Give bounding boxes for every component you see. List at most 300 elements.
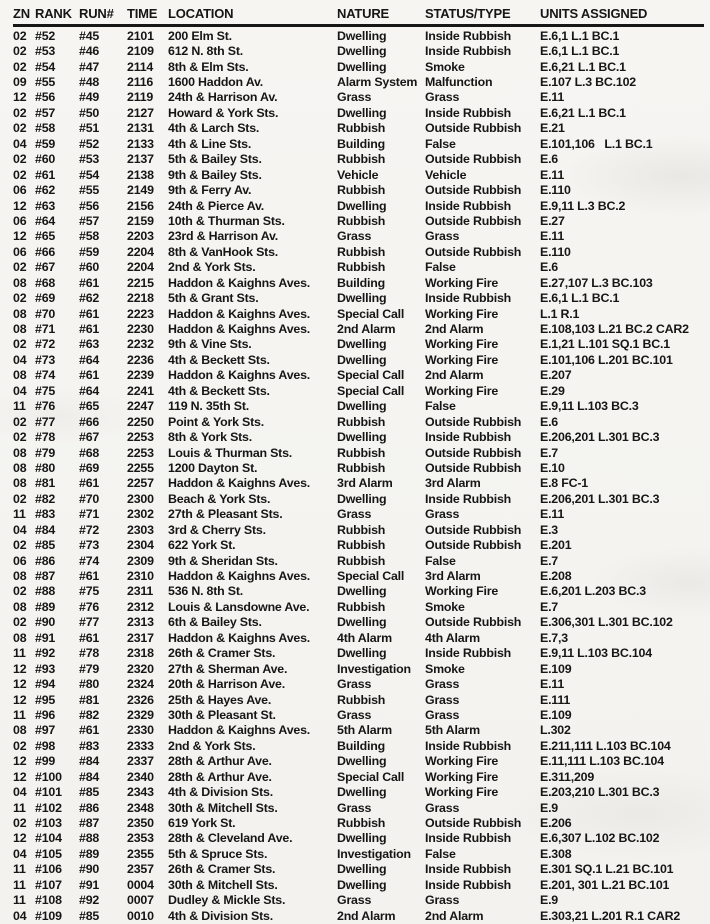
cell-zone: 08	[13, 599, 27, 614]
cell-nature: Rubbish	[337, 445, 386, 460]
cell-rank: #99	[35, 754, 56, 769]
cell-location: 10th & Thurman Sts.	[168, 213, 285, 228]
cell-units-assigned: E.201, 301 L.21 BC.101	[540, 877, 670, 892]
table-row	[13, 399, 704, 414]
cell-nature: Rubbish	[337, 260, 386, 275]
cell-rank: #95	[35, 692, 56, 707]
cell-rank: #63	[35, 198, 56, 213]
cell-run-number: #59	[79, 244, 100, 259]
cell-zone: 02	[13, 291, 27, 306]
cell-status-type: False	[425, 846, 456, 861]
cell-location: Dudley & Mickle Sts.	[168, 893, 286, 908]
cell-time: 2250	[127, 414, 154, 429]
cell-zone: 06	[13, 553, 27, 568]
cell-nature: Dwelling	[337, 59, 387, 74]
cell-rank: #72	[35, 337, 56, 352]
cell-status-type: Working Fire	[425, 769, 499, 784]
cell-time: 2204	[127, 260, 154, 275]
col-header-zone: ZN	[13, 6, 30, 21]
cell-units-assigned: E.10	[540, 460, 565, 475]
cell-nature: Dwelling	[337, 491, 387, 506]
cell-rank: #77	[35, 414, 56, 429]
cell-run-number: #53	[79, 152, 100, 167]
cell-nature: 2nd Alarm	[337, 322, 396, 337]
cell-run-number: #51	[79, 121, 100, 136]
table-row	[13, 707, 704, 722]
cell-units-assigned: L.302	[540, 723, 571, 738]
cell-status-type: False	[425, 399, 456, 414]
cell-time: 2133	[127, 136, 154, 151]
table-row	[13, 290, 704, 305]
cell-time: 2247	[127, 399, 154, 414]
cell-run-number: #80	[79, 677, 100, 692]
cell-time: 2230	[127, 322, 154, 337]
cell-status-type: 5th Alarm	[425, 723, 480, 738]
cell-status-type: Working Fire	[425, 275, 499, 290]
cell-run-number: #76	[79, 599, 100, 614]
cell-rank: #105	[35, 846, 62, 861]
cell-time: 2137	[127, 152, 154, 167]
cell-status-type: Inside Rubbish	[425, 646, 512, 661]
cell-nature: Dwelling	[337, 615, 387, 630]
cell-location: 30th & Pleasant St.	[168, 707, 276, 722]
table-row	[13, 28, 704, 43]
cell-units-assigned: E.301 SQ.1 L.21 BC.101	[540, 862, 674, 877]
cell-units-assigned: E.7	[540, 445, 558, 460]
table-row	[13, 831, 704, 846]
cell-nature: Rubbish	[337, 553, 386, 568]
table-row	[13, 352, 704, 367]
cell-time: 2241	[127, 383, 154, 398]
cell-zone: 06	[13, 244, 27, 259]
cell-location: Haddon & Kaighns Aves.	[168, 630, 311, 645]
table-row	[13, 537, 704, 552]
cell-nature: Dwelling	[337, 44, 387, 59]
cell-run-number: #55	[79, 183, 100, 198]
cell-nature: Special Call	[337, 368, 405, 383]
cell-time: 2223	[127, 306, 154, 321]
cell-location: 25th & Hayes Ave.	[168, 692, 272, 707]
cell-nature: Dwelling	[337, 352, 387, 367]
cell-run-number: #83	[79, 738, 100, 753]
table-header-row	[13, 6, 704, 27]
cell-zone: 11	[13, 862, 26, 877]
col-header-location: LOCATION	[168, 6, 234, 21]
cell-time: 2333	[127, 738, 154, 753]
cell-run-number: #74	[79, 553, 100, 568]
cell-status-type: Inside Rubbish	[425, 105, 512, 120]
cell-status-type: Working Fire	[425, 352, 499, 367]
cell-zone: 11	[13, 507, 26, 522]
cell-nature: Rubbish	[337, 816, 386, 831]
cell-location: 24th & Pierce Av.	[168, 198, 264, 213]
cell-location: 8th & York Sts.	[168, 430, 252, 445]
cell-time: 2312	[127, 599, 154, 614]
cell-location: 8th & VanHook Sts.	[168, 244, 279, 259]
cell-zone: 02	[13, 260, 27, 275]
table-row	[13, 213, 704, 228]
cell-status-type: 2nd Alarm	[425, 368, 484, 383]
cell-nature: Grass	[337, 90, 372, 105]
cell-nature: Dwelling	[337, 584, 387, 599]
cell-zone: 08	[13, 723, 27, 738]
cell-rank: #61	[35, 167, 56, 182]
cell-units-assigned: E.110	[540, 244, 571, 259]
cell-status-type: Outside Rubbish	[425, 121, 522, 136]
cell-rank: #85	[35, 538, 56, 553]
cell-time: 2311	[127, 584, 154, 599]
cell-run-number: #72	[79, 522, 100, 537]
cell-rank: #97	[35, 723, 56, 738]
cell-time: 2353	[127, 831, 154, 846]
cell-zone: 04	[13, 383, 27, 398]
cell-status-type: Working Fire	[425, 754, 499, 769]
table-row	[13, 769, 704, 784]
cell-time: 0010	[127, 908, 154, 923]
cell-status-type: Outside Rubbish	[425, 615, 522, 630]
cell-zone: 09	[13, 75, 27, 90]
table-row	[13, 337, 704, 352]
cell-rank: #74	[35, 368, 56, 383]
cell-units-assigned: E.311,209	[540, 769, 595, 784]
cell-location: 1600 Haddon Av.	[168, 75, 264, 90]
cell-rank: #76	[35, 399, 56, 414]
cell-run-number: #88	[79, 831, 100, 846]
table-row	[13, 198, 704, 213]
cell-run-number: #61	[79, 476, 100, 491]
cell-rank: #101	[35, 785, 62, 800]
cell-nature: Dwelling	[337, 430, 387, 445]
cell-zone: 11	[13, 877, 26, 892]
cell-status-type: Working Fire	[425, 337, 499, 352]
cell-units-assigned: E.110	[540, 183, 571, 198]
cell-nature: Rubbish	[337, 183, 386, 198]
cell-rank: #86	[35, 553, 56, 568]
cell-run-number: #61	[79, 630, 100, 645]
cell-location: Beach & York Sts.	[168, 491, 271, 506]
cell-location: 24th & Harrison Av.	[168, 90, 278, 105]
cell-zone: 11	[13, 800, 26, 815]
cell-rank: #71	[35, 322, 56, 337]
cell-units-assigned: E.6	[540, 414, 558, 429]
cell-units-assigned: E.306,301 L.301 BC.102	[540, 615, 673, 630]
cell-time: 2317	[127, 630, 154, 645]
cell-location: 2nd & York Sts.	[168, 260, 256, 275]
cell-units-assigned: E.101,106 L.201 BC.101	[540, 352, 673, 367]
cell-run-number: #62	[79, 291, 100, 306]
cell-nature: Rubbish	[337, 522, 386, 537]
cell-location: 27th & Pleasant Sts.	[168, 507, 283, 522]
cell-zone: 02	[13, 430, 27, 445]
cell-nature: Rubbish	[337, 152, 386, 167]
cell-time: 2313	[127, 615, 154, 630]
cell-run-number: #49	[79, 90, 100, 105]
cell-zone: 06	[13, 213, 27, 228]
cell-units-assigned: E.11	[540, 507, 565, 522]
cell-status-type: Outside Rubbish	[425, 460, 522, 475]
cell-run-number: #61	[79, 723, 100, 738]
cell-units-assigned: E.11,111 L.103 BC.104	[540, 754, 664, 769]
cell-time: 2109	[127, 44, 154, 59]
cell-nature: Rubbish	[337, 599, 386, 614]
cell-run-number: #61	[79, 275, 100, 290]
cell-time: 2343	[127, 785, 154, 800]
cell-time: 2218	[127, 291, 154, 306]
cell-nature: Rubbish	[337, 121, 386, 136]
table-row	[13, 460, 704, 475]
table-row	[13, 800, 704, 815]
table-row	[13, 182, 704, 197]
cell-time: 2204	[127, 244, 154, 259]
cell-location: 6th & Bailey Sts.	[168, 615, 262, 630]
cell-run-number: #61	[79, 322, 100, 337]
cell-run-number: #69	[79, 460, 100, 475]
cell-location: Haddon & Kaighns Aves.	[168, 476, 311, 491]
cell-zone: 04	[13, 908, 27, 923]
cell-zone: 02	[13, 105, 27, 120]
cell-nature: Dwelling	[337, 754, 387, 769]
cell-units-assigned: E.101,106 L.1 BC.1	[540, 136, 653, 151]
cell-rank: #64	[35, 213, 56, 228]
cell-status-type: Grass	[425, 707, 460, 722]
cell-nature: Rubbish	[337, 213, 386, 228]
cell-run-number: #91	[79, 877, 100, 892]
table-row	[13, 893, 704, 908]
cell-units-assigned: E.107 L.3 BC.102	[540, 75, 636, 90]
table-row	[13, 522, 704, 537]
table-row	[13, 862, 704, 877]
cell-rank: #84	[35, 522, 56, 537]
cell-nature: Rubbish	[337, 538, 386, 553]
cell-rank: #102	[35, 800, 62, 815]
table-row	[13, 152, 704, 167]
cell-zone: 02	[13, 738, 27, 753]
cell-nature: Dwelling	[337, 399, 387, 414]
cell-nature: Building	[337, 275, 385, 290]
cell-run-number: #84	[79, 769, 100, 784]
cell-nature: 2nd Alarm	[337, 908, 396, 923]
cell-units-assigned: E.9,11 L.3 BC.2	[540, 198, 626, 213]
cell-units-assigned: E.29	[540, 383, 565, 398]
cell-run-number: #77	[79, 615, 100, 630]
cell-run-number: #46	[79, 44, 100, 59]
cell-run-number: #63	[79, 337, 100, 352]
cell-units-assigned: E.1,21 L.101 SQ.1 BC.1	[540, 337, 670, 352]
cell-rank: #53	[35, 44, 56, 59]
cell-run-number: #68	[79, 445, 100, 460]
cell-location: 8th & Elm Sts.	[168, 59, 249, 74]
cell-location: Haddon & Kaighns Aves.	[168, 322, 311, 337]
cell-rank: #65	[35, 229, 56, 244]
cell-nature: Dwelling	[337, 198, 387, 213]
cell-time: 2330	[127, 723, 154, 738]
cell-units-assigned: E.21	[540, 121, 565, 136]
cell-location: 28th & Cleveland Ave.	[168, 831, 293, 846]
cell-nature: Special Call	[337, 383, 405, 398]
cell-zone: 08	[13, 569, 27, 584]
cell-rank: #107	[35, 877, 62, 892]
cell-status-type: Inside Rubbish	[425, 430, 512, 445]
cell-time: 2302	[127, 507, 154, 522]
cell-time: 2337	[127, 754, 154, 769]
cell-units-assigned: E.303,21 L.201 R.1 CAR2	[540, 908, 681, 923]
cell-rank: #98	[35, 738, 56, 753]
cell-status-type: Inside Rubbish	[425, 291, 512, 306]
cell-status-type: Malfunction	[425, 75, 493, 90]
cell-rank: #55	[35, 75, 56, 90]
cell-run-number: #52	[79, 136, 100, 151]
cell-zone: 04	[13, 785, 27, 800]
cell-time: 2318	[127, 646, 154, 661]
cell-nature: Grass	[337, 707, 372, 722]
cell-units-assigned: E.208	[540, 569, 572, 584]
cell-nature: Grass	[337, 677, 372, 692]
cell-run-number: #45	[79, 28, 100, 43]
cell-zone: 12	[13, 90, 27, 105]
cell-units-assigned: E.6,21 L.1 BC.1	[540, 105, 626, 120]
cell-units-assigned: E.7,3	[540, 630, 568, 645]
cell-units-assigned: E.27,107 L.3 BC.103	[540, 275, 653, 290]
cell-time: 2101	[127, 28, 154, 43]
cell-status-type: Grass	[425, 229, 460, 244]
cell-zone: 11	[13, 646, 26, 661]
cell-rank: #73	[35, 352, 56, 367]
cell-units-assigned: E.6	[540, 260, 558, 275]
cell-rank: #90	[35, 615, 56, 630]
cell-zone: 08	[13, 460, 27, 475]
cell-zone: 02	[13, 584, 27, 599]
table-row	[13, 321, 704, 336]
cell-nature: Vehicle	[337, 167, 379, 182]
cell-rank: #80	[35, 460, 56, 475]
cell-location: Haddon & Kaighns Aves.	[168, 306, 311, 321]
table-row	[13, 491, 704, 506]
cell-time: 2215	[127, 275, 154, 290]
col-header-nature: NATURE	[337, 6, 389, 21]
table-body	[13, 28, 704, 923]
cell-status-type: Outside Rubbish	[425, 244, 522, 259]
cell-rank: #59	[35, 136, 56, 151]
cell-status-type: Grass	[425, 692, 460, 707]
cell-rank: #57	[35, 105, 56, 120]
cell-run-number: #85	[79, 908, 100, 923]
cell-location: Haddon & Kaighns Aves.	[168, 569, 311, 584]
col-header-run-number: RUN#	[79, 6, 114, 21]
cell-units-assigned: E.6,1 L.1 BC.1	[540, 44, 620, 59]
cell-zone: 02	[13, 491, 27, 506]
cell-nature: Dwelling	[337, 291, 387, 306]
table-row	[13, 59, 704, 74]
cell-location: 4th & Division Sts.	[168, 785, 273, 800]
cell-location: 20th & Harrison Ave.	[168, 677, 285, 692]
cell-status-type: Working Fire	[425, 584, 499, 599]
table-row	[13, 445, 704, 460]
cell-run-number: #65	[79, 399, 100, 414]
cell-rank: #81	[35, 476, 56, 491]
cell-time: 2156	[127, 198, 154, 213]
table-row	[13, 568, 704, 583]
table-row	[13, 676, 704, 691]
cell-zone: 06	[13, 183, 27, 198]
cell-status-type: Outside Rubbish	[425, 213, 522, 228]
cell-time: 2232	[127, 337, 154, 352]
cell-zone: 12	[13, 661, 27, 676]
cell-location: 536 N. 8th St.	[168, 584, 244, 599]
cell-time: 2253	[127, 430, 154, 445]
table-row	[13, 383, 704, 398]
cell-zone: 04	[13, 136, 27, 151]
cell-location: 200 Elm St.	[168, 28, 232, 43]
cell-rank: #58	[35, 121, 56, 136]
cell-units-assigned: E.11	[540, 90, 565, 105]
cell-status-type: Grass	[425, 893, 460, 908]
cell-status-type: Grass	[425, 507, 460, 522]
cell-units-assigned: E.11	[540, 677, 565, 692]
cell-units-assigned: E.109	[540, 707, 572, 722]
cell-run-number: #61	[79, 306, 100, 321]
cell-location: Howard & York Sts.	[168, 105, 279, 120]
table-row	[13, 275, 704, 290]
cell-units-assigned: E.9,11 L.103 BC.104	[540, 646, 652, 661]
cell-units-assigned: E.207	[540, 368, 572, 383]
cell-zone: 11	[13, 893, 26, 908]
cell-units-assigned: E.203,210 L.301 BC.3	[540, 785, 660, 800]
cell-location: 26th & Cramer Sts.	[168, 862, 276, 877]
cell-zone: 02	[13, 121, 27, 136]
cell-status-type: Outside Rubbish	[425, 522, 522, 537]
cell-location: 9th & Sheridan Sts.	[168, 553, 278, 568]
cell-time: 2300	[127, 491, 154, 506]
cell-time: 2149	[127, 183, 154, 198]
cell-units-assigned: E.6,307 L.102 BC.102	[540, 831, 660, 846]
cell-status-type: Smoke	[425, 599, 465, 614]
cell-units-assigned: E.201	[540, 538, 572, 553]
cell-time: 2355	[127, 846, 154, 861]
cell-location: 28th & Arthur Ave.	[168, 754, 272, 769]
cell-run-number: #60	[79, 260, 100, 275]
cell-zone: 12	[13, 769, 27, 784]
cell-units-assigned: E.11	[540, 167, 565, 182]
cell-nature: Building	[337, 738, 385, 753]
table-row	[13, 306, 704, 321]
cell-time: 2320	[127, 661, 154, 676]
table-row	[13, 476, 704, 491]
cell-status-type: Inside Rubbish	[425, 491, 512, 506]
cell-location: 1200 Dayton St.	[168, 460, 258, 475]
cell-location: 119 N. 35th St.	[168, 399, 250, 414]
table-row	[13, 738, 704, 753]
table-row	[13, 599, 704, 614]
cell-time: 2203	[127, 229, 154, 244]
cell-rank: #100	[35, 769, 62, 784]
cell-run-number: #89	[79, 846, 100, 861]
cell-location: 4th & Larch Sts.	[168, 121, 260, 136]
cell-status-type: Inside Rubbish	[425, 738, 512, 753]
cell-time: 2236	[127, 352, 154, 367]
cell-nature: Rubbish	[337, 244, 386, 259]
cell-units-assigned: E.9	[540, 893, 558, 908]
cell-location: Haddon & Kaighns Aves.	[168, 368, 311, 383]
cell-rank: #52	[35, 28, 56, 43]
table-row	[13, 908, 704, 923]
cell-rank: #96	[35, 707, 56, 722]
cell-time: 2119	[127, 90, 154, 105]
cell-nature: Dwelling	[337, 105, 387, 120]
cell-run-number: #82	[79, 707, 100, 722]
table-row	[13, 90, 704, 105]
cell-units-assigned: E.9,11 L.103 BC.3	[540, 399, 639, 414]
cell-units-assigned: E.108,103 L.21 BC.2 CAR2	[540, 322, 689, 337]
